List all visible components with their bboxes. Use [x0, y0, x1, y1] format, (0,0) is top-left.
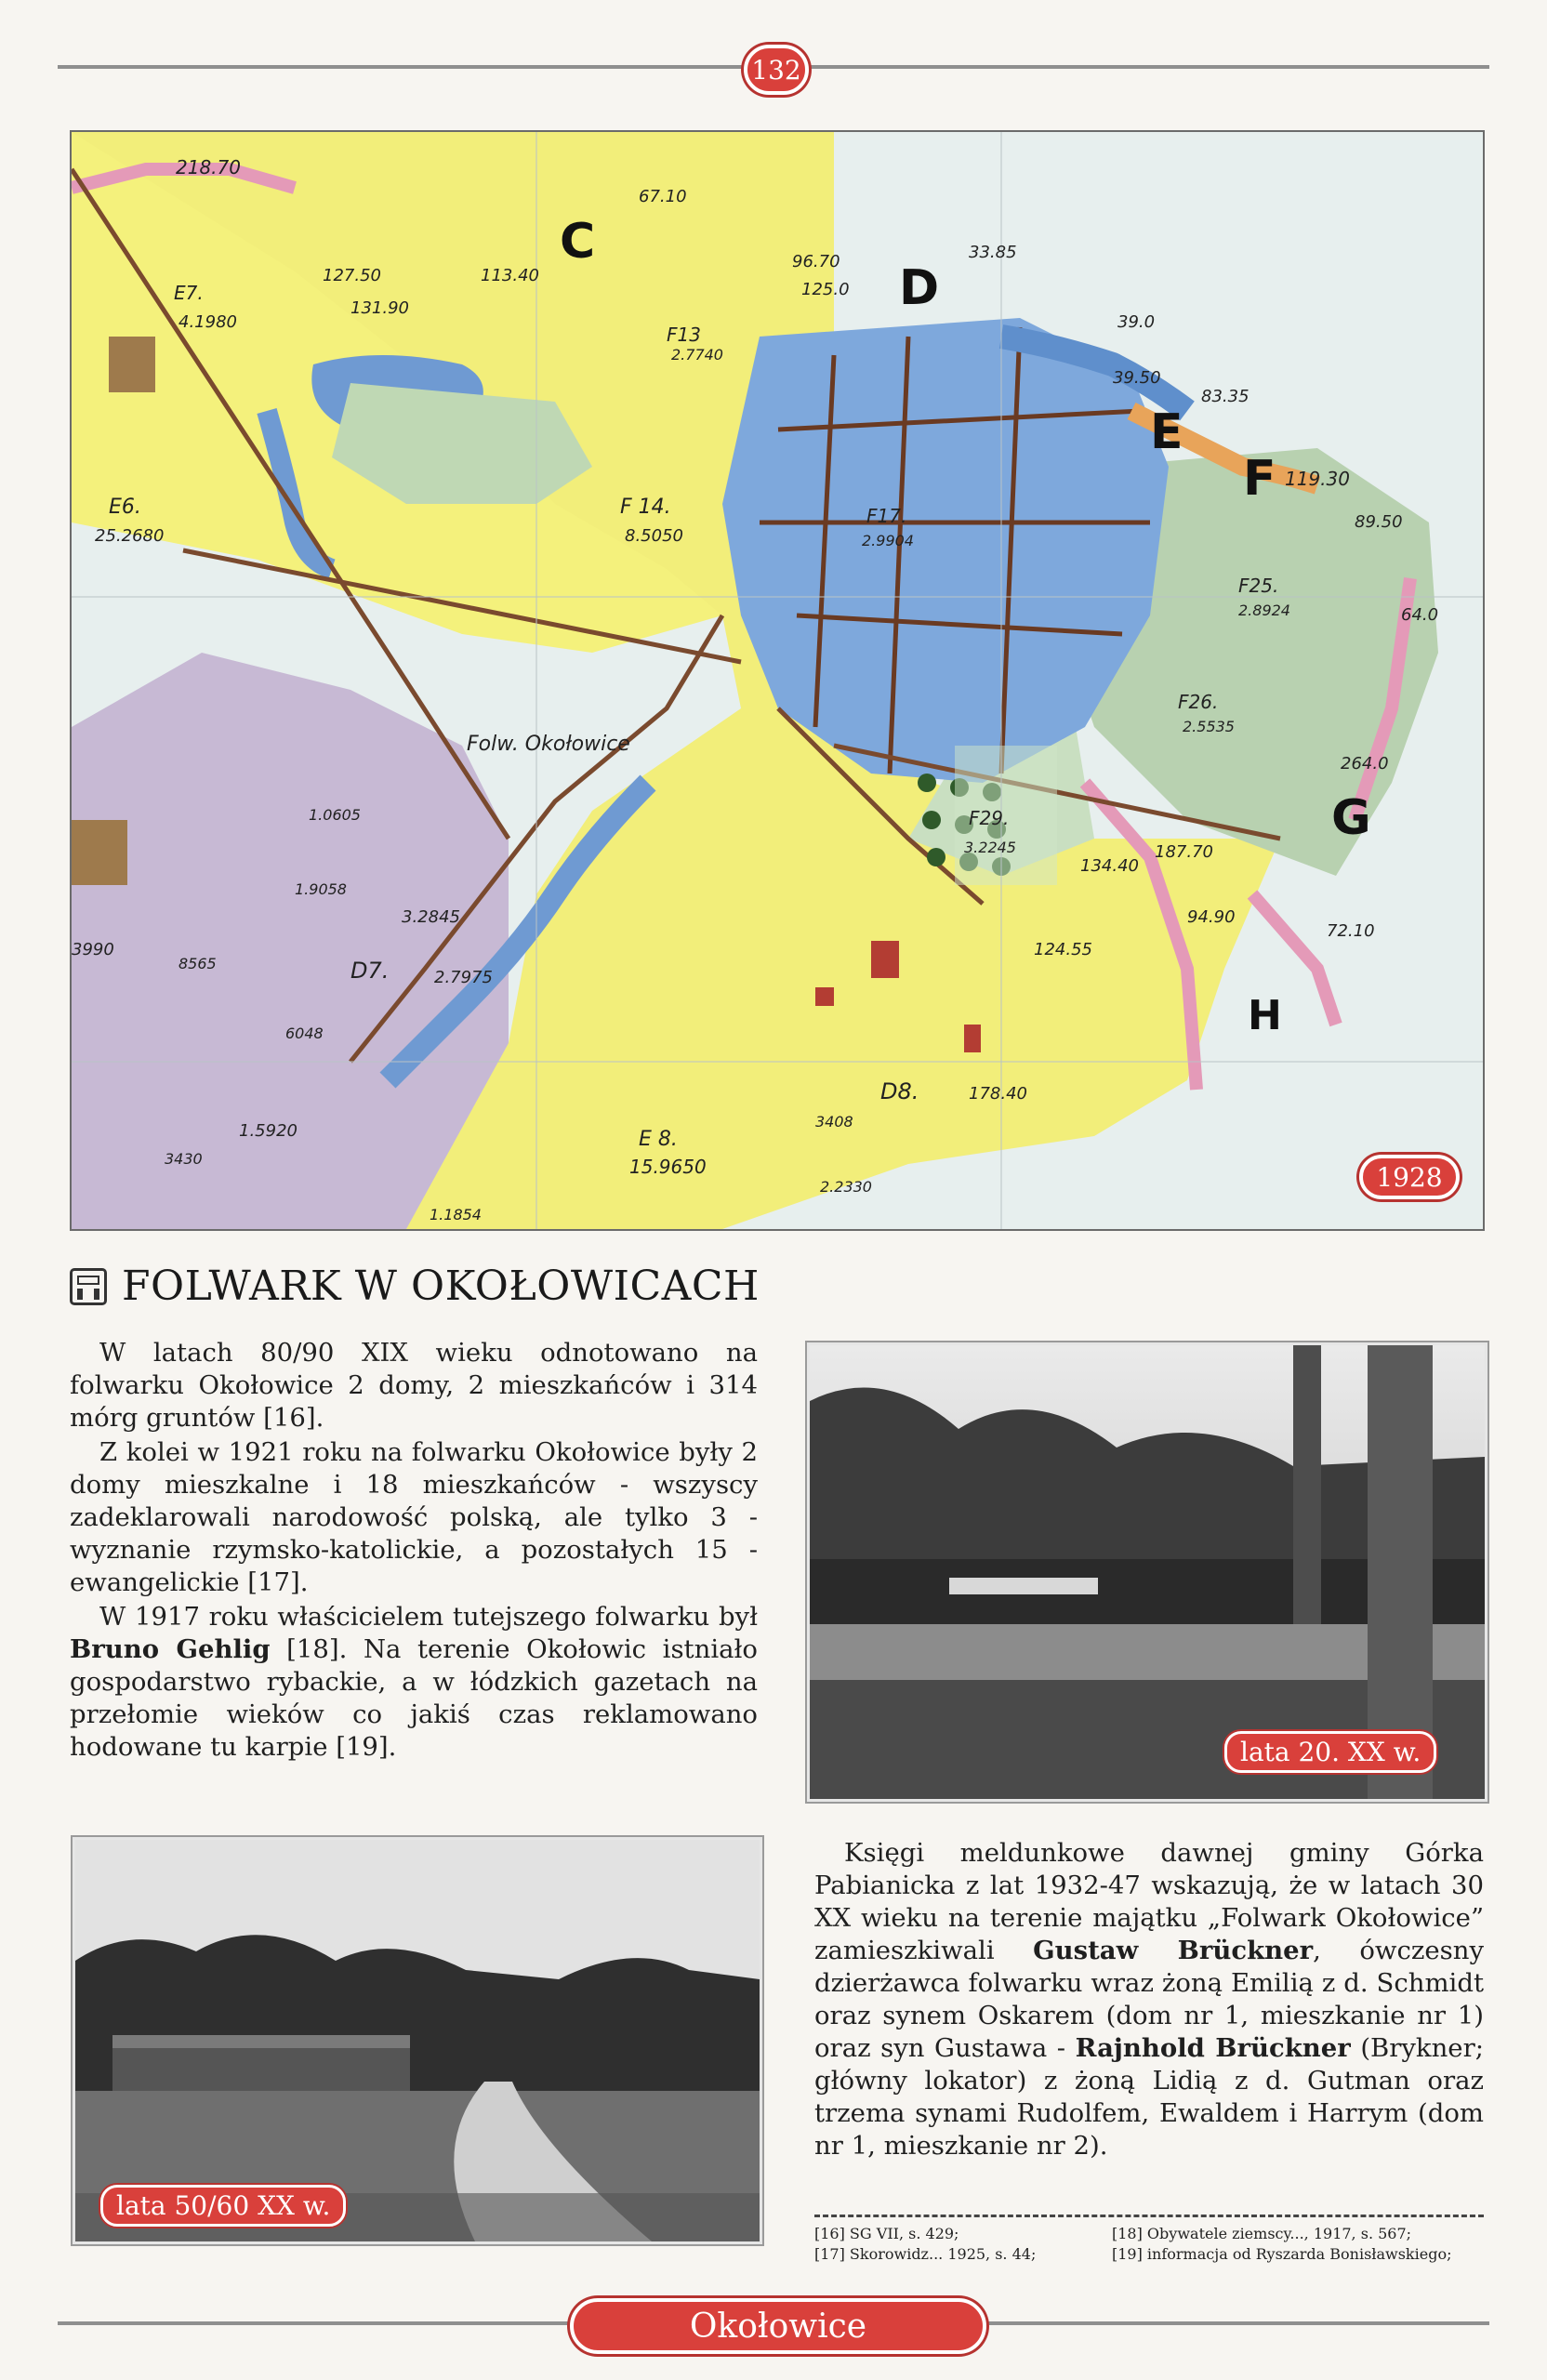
map-label: 2.8924 — [1238, 602, 1290, 619]
map-label: 39.50 — [1113, 368, 1161, 388]
page-number: 132 — [744, 45, 809, 95]
map-label: 124.55 — [1034, 940, 1092, 959]
cadastral-map-1928 — [70, 130, 1485, 1231]
map-label: 113.40 — [481, 266, 539, 285]
map-label: 134.40 — [1080, 856, 1139, 876]
map-label: 94.90 — [1187, 907, 1236, 927]
map-letter-e: E — [1150, 404, 1183, 460]
map-label: 15.9650 — [629, 1156, 707, 1178]
map-label: 83.35 — [1201, 387, 1250, 406]
person-name: Rajnhold Brückner — [1075, 2033, 1351, 2063]
map-label: 131.90 — [350, 298, 409, 318]
map-label: 1.0605 — [309, 806, 361, 824]
footnote-divider — [814, 2215, 1484, 2217]
map-label: 39.0 — [1117, 312, 1156, 332]
paragraph: Księgi meldunkowe dawnej gminy Górka Pabianicka z lat 1932-47 wskazują, że w latach 30 XX wieku na terenie majątku „Folwark Okołowice” zamieszkiwali Gustaw Brückner, ówczesny dzierżawca folwarku wraz żoną Emilią z d. Schmidt oraz synem Oskarem (dom nr 1, mieszkanie nr 1) oraz syn Gustawa - Rajnhold Brückner (Brykner; główny lokator) z żoną Lidią z d. Gutman oraz trzema synami Rudolfem, Ewaldem i Harrym (dom nr 1, mieszkanie nr 2). — [814, 1838, 1484, 2161]
map-label: F17. — [866, 505, 907, 527]
footnote: [19] informacja od Ryszarda Bonisławskiego; — [1112, 2245, 1452, 2263]
map-label: 64.0 — [1401, 605, 1439, 625]
photo-caption: lata 20. XX w. — [1224, 1731, 1436, 1773]
building-icon — [70, 1268, 107, 1305]
map-letter-c: C — [560, 214, 596, 270]
article-title: FOLWARK W OKOŁOWICACH — [122, 1263, 760, 1310]
article-text-right — [814, 1837, 1484, 2164]
map-label: F13 — [667, 324, 701, 346]
map-label: F 14. — [620, 496, 671, 519]
map-label: 178.40 — [969, 1084, 1027, 1104]
map-label: 8565 — [178, 955, 217, 972]
map-label: E7. — [174, 282, 204, 304]
map-label: 6048 — [285, 1025, 324, 1042]
map-label: E6. — [109, 496, 141, 519]
footnote: [16] SG VII, s. 429; — [814, 2225, 959, 2242]
map-label: 67.10 — [639, 187, 687, 206]
map-label: 1.1854 — [430, 1206, 482, 1223]
map-label: 187.70 — [1155, 842, 1213, 862]
map-label: D7. — [350, 958, 390, 984]
map-label: 72.10 — [1327, 921, 1375, 941]
footnote: [17] Skorowidz... 1925, s. 44; — [814, 2245, 1037, 2263]
map-label: 127.50 — [323, 266, 381, 285]
map-label: 264.0 — [1341, 754, 1389, 774]
map-label: 2.7975 — [434, 968, 493, 987]
map-letter-f: F — [1243, 451, 1276, 507]
map-label: 3430 — [165, 1150, 203, 1168]
paragraph: W 1917 roku właścicielem tutejszego folwarku był Bruno Gehlig [18]. Na terenie Okołowic istniało gospodarstwo rybackie, a w łódzkich gazetach na przełomie wieków co jakiś czas reklamowano hodowane tu karpie [19]. — [70, 1602, 758, 1762]
map-label: 4.1980 — [178, 312, 237, 332]
map-label: 2.9904 — [862, 532, 914, 549]
paragraph: Z kolei w 1921 roku na folwarku Okołowice były 2 domy mieszkalne i 18 mieszkańców - wszyscy zadeklarowali narodowość polską, ale tylko 3 - wyznanie rzymsko-katolickie, a pozostałych 15 - ewangelickie [17]. — [70, 1437, 758, 1597]
photo-caption: lata 50/60 XX w. — [100, 2185, 346, 2227]
photo-farm — [73, 1837, 762, 2244]
map-label: F26. — [1178, 691, 1219, 713]
paragraph: W latach 80/90 XIX wieku odnotowano na folwarku Okołowice 2 domy, 2 mieszkańców i 314 mórg gruntów [16]. — [70, 1338, 758, 1433]
article-heading — [70, 1263, 760, 1310]
person-name: Bruno Gehlig — [70, 1634, 271, 1664]
person-name: Gustaw Brückner — [1033, 1936, 1314, 1965]
map-label: 3990 — [72, 940, 114, 959]
map-label: 3.2245 — [964, 839, 1016, 856]
map-label: 89.50 — [1355, 512, 1403, 532]
map-label: 33.85 — [969, 243, 1017, 262]
map-label: 1.5920 — [239, 1121, 298, 1141]
map-label: 218.70 — [176, 156, 241, 178]
footnote: [18] Obywatele ziemscy..., 1917, s. 567; — [1112, 2225, 1412, 2242]
map-label: E 8. — [639, 1128, 678, 1151]
map-label: 25.2680 — [95, 526, 165, 546]
map-label: 96.70 — [792, 252, 840, 271]
map-letter-d: D — [899, 260, 940, 316]
map-year-badge: 1928 — [1359, 1155, 1460, 1199]
map-letter-h: H — [1248, 992, 1282, 1039]
map-label: 2.5535 — [1183, 718, 1235, 735]
map-label: F29. — [969, 807, 1010, 829]
map-label: D8. — [880, 1078, 919, 1104]
map-label: F25. — [1238, 575, 1279, 597]
map-label: 2.2330 — [820, 1178, 872, 1196]
map-label: 3408 — [815, 1113, 853, 1130]
map-label: 119.30 — [1285, 468, 1350, 490]
footer-place-label: Okołowice — [570, 2298, 986, 2354]
map-label: 1.9058 — [295, 880, 347, 898]
map-letter-g: G — [1331, 790, 1371, 846]
map-label: 125.0 — [801, 280, 850, 299]
article-text-left — [70, 1337, 758, 1765]
map-label: 8.5050 — [625, 526, 683, 546]
map-label: 2.7740 — [671, 346, 723, 364]
map-label: Folw. Okołowice — [467, 733, 630, 756]
map-label: 3.2845 — [402, 907, 460, 927]
